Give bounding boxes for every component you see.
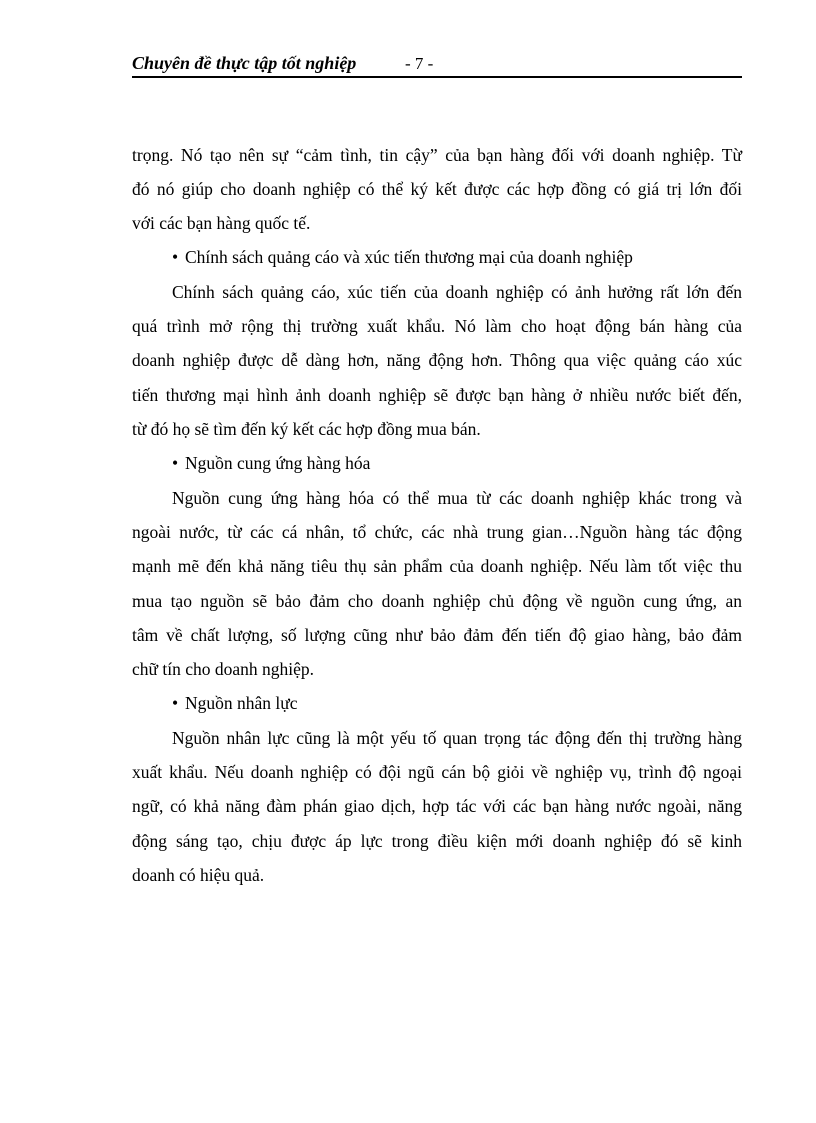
bullet-heading-promotion bbox=[172, 246, 633, 268]
text-line: doanh có hiệu quả. bbox=[132, 865, 265, 885]
text-line: xuất khẩu. Nếu doanh nghiệp có đội ngũ cán bộ giỏi về nghiệp vụ, trình độ ngoại bbox=[132, 762, 742, 782]
text-line: chữ tín cho doanh nghiệp. bbox=[132, 659, 315, 679]
text-line: ngoài nước, từ các cá nhân, tổ chức, các nhà trung gian…Nguồn hàng tác động bbox=[132, 522, 742, 542]
text-line: mua tạo nguồn sẽ bảo đảm cho doanh nghiệp chủ động về nguồn cung ứng, an bbox=[132, 591, 742, 611]
text-line: mạnh mẽ đến khả năng tiêu thụ sản phẩm của doanh nghiệp. Nếu làm tốt việc thu bbox=[132, 556, 742, 576]
bullet-heading-label: Nguồn nhân lực bbox=[185, 693, 298, 713]
bullet-heading-human-resources bbox=[172, 692, 298, 714]
text-line: tiến thương mại hình ảnh doanh nghiệp sẽ được bạn hàng ở nhiều nước biết đến, bbox=[132, 385, 742, 405]
text-line: Chính sách quảng cáo, xúc tiến của doanh nghiệp có ảnh hưởng rất lớn đến bbox=[172, 282, 742, 302]
text-line: với các bạn hàng quốc tế. bbox=[132, 213, 311, 233]
text-line: ngữ, có khả năng đàm phán giao dịch, hợp tác với các bạn hàng nước ngoài, năng bbox=[132, 796, 742, 816]
bullet-icon: • bbox=[172, 453, 179, 473]
bullet-icon: • bbox=[172, 247, 179, 267]
page-header bbox=[132, 52, 742, 78]
text-line: Nguồn nhân lực cũng là một yếu tố quan trọng tác động đến thị trường hàng bbox=[172, 728, 742, 748]
text-line: trọng. Nó tạo nên sự “cảm tình, tin cậy” của bạn hàng đối với doanh nghiệp. Từ bbox=[132, 145, 742, 165]
bullet-heading-label: Chính sách quảng cáo và xúc tiến thương mại của doanh nghiệp bbox=[185, 247, 633, 267]
bullet-heading-supply bbox=[172, 452, 370, 474]
bullet-icon: • bbox=[172, 693, 179, 713]
bullet-heading-label: Nguồn cung ứng hàng hóa bbox=[185, 453, 371, 473]
text-line: tâm về chất lượng, số lượng cũng như bảo đảm đến tiến độ giao hàng, bảo đảm bbox=[132, 625, 742, 645]
page-number: - 7 - bbox=[405, 54, 434, 73]
text-line: đó nó giúp cho doanh nghiệp có thể ký kết được các hợp đồng có giá trị lớn đối bbox=[132, 179, 742, 199]
text-line: từ đó họ sẽ tìm đến ký kết các hợp đồng mua bán. bbox=[132, 419, 481, 439]
text-line: doanh nghiệp được dễ dàng hơn, năng động hơn. Thông qua việc quảng cáo xúc bbox=[132, 350, 742, 370]
text-line: quá trình mở rộng thị trường xuất khẩu. Nó làm cho hoạt động bán hàng của bbox=[132, 316, 742, 336]
header-title: Chuyên đề thực tập tốt nghiệp bbox=[132, 53, 357, 73]
text-line: Nguồn cung ứng hàng hóa có thể mua từ các doanh nghiệp khác trong và bbox=[172, 488, 742, 508]
text-line: động sáng tạo, chịu được áp lực trong điều kiện mới doanh nghiệp đó sẽ kinh bbox=[132, 831, 742, 851]
